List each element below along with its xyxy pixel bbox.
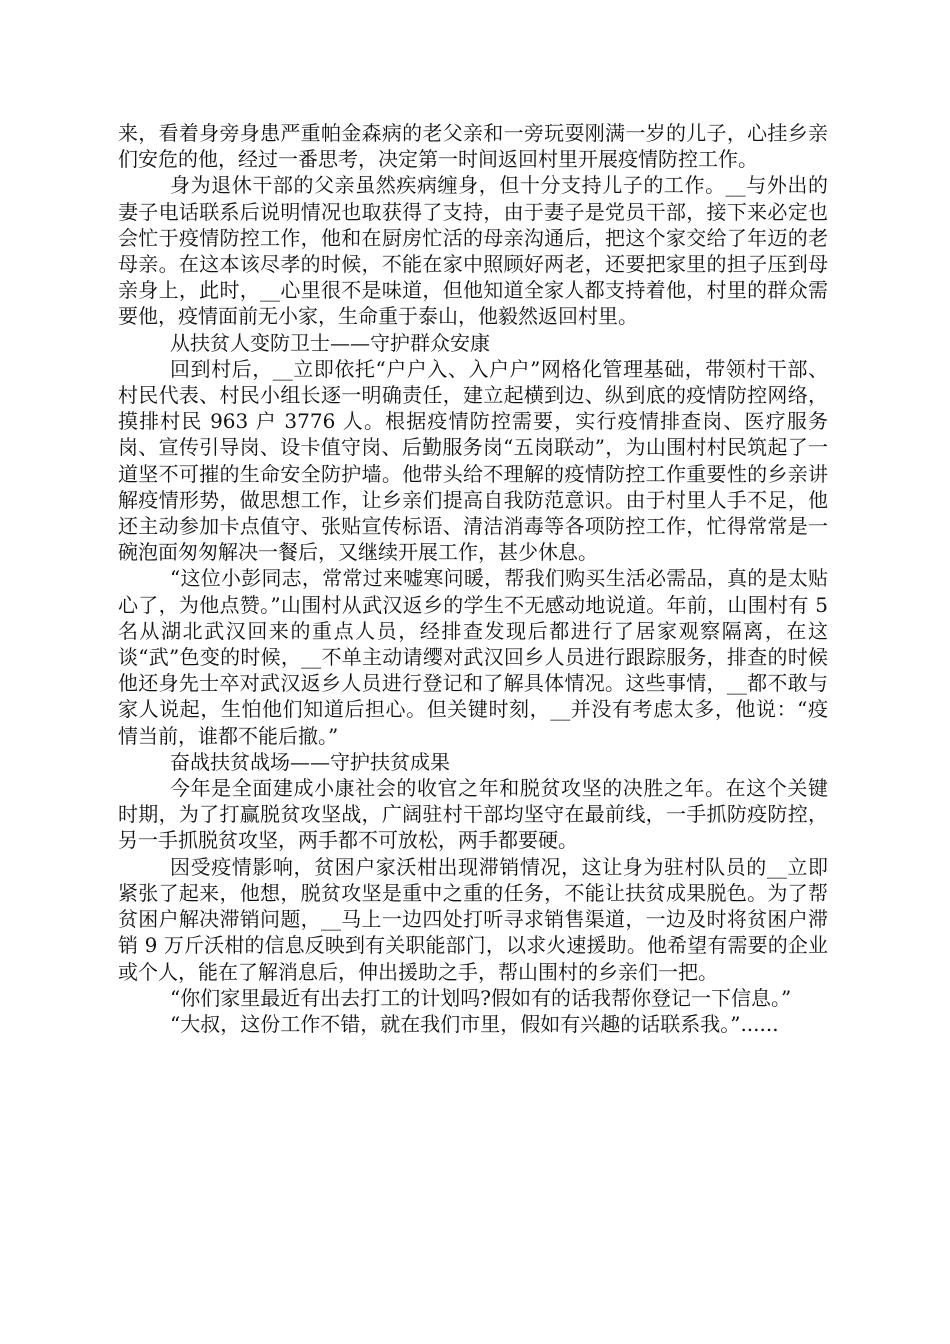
paragraph: “这位小彭同志，常常过来嘘寒问暖，帮我们购买生活必需品，真的是太贴心了，为他点赞。”山围村从武汉返乡的学生不无感动地说道。年前，山围村有 5 名从湖北武汉回来的重点人员，经排查发现后都进行了居家观察隔离，在这谈“武”色变的时候，__不单主动请缨对武汉回乡人员进行跟踪服务，排查的时候他还身先士卒对武汉返乡人员进行登记和了解具体情况。这些事情，__都不敢与家人说起，生怕他们知道后担心。但关键时刻，__并没有考虑太多，他说：“疫情当前，谁都不能后撤。” xyxy=(118,566,828,748)
section-heading: 奋战扶贫战场——守护扶贫成果 xyxy=(170,749,450,774)
section-heading: 从扶贫人变防卫士——守护群众安康 xyxy=(170,330,490,355)
paragraph: 今年是全面建成小康社会的收官之年和脱贫攻坚的决胜之年。在这个关键时期，为了打赢脱贫攻坚战，广阔驻村干部均坚守在最前线，一手抓防疫防控，另一手抓脱贫攻坚，两手都不可放松，两手都要硬。 xyxy=(118,776,828,853)
paragraph-quote: “你们家里最近有出去打工的计划吗?假如有的话我帮你登记一下信息。” xyxy=(170,985,792,1010)
paragraph: 身为退休干部的父亲虽然疾病缠身，但十分支持儿子的工作。__与外出的妻子电话联系后说明情况也取获得了支持，由于妻子是党员干部，接下来必定也会忙于疫情防控工作，他和在厨房忙活的母亲沟通后，把这个家交给了年迈的老母亲。在这本该尽孝的时候，不能在家中照顾好两老，还要把家里的担子压到母亲身上，此时，__心里很不是味道，但他知道全家人都支持着他，村里的群众需要他，疫情面前无小家，生命重于泰山，他毅然返回村里。 xyxy=(118,173,828,329)
document-body xyxy=(118,120,828,1037)
paragraph-quote: “大叔，这份工作不错，就在我们市里，假如有兴趣的话联系我。”...... xyxy=(170,1011,779,1036)
paragraph: 因受疫情影响，贫困户家沃柑出现滞销情况，这让身为驻村队员的__立即紧张了起来，他想，脱贫攻坚是重中之重的任务，不能让扶贫成果脱色。为了帮贫困户解决滞销问题，__马上一边四处打听寻求销售渠道，一边及时将贫困户滞销 9 万斤沃柑的信息反映到有关职能部门，以求火速援助。他希望有需要的企业或个人，能在了解消息后，伸出援助之手，帮山围村的乡亲们一把。 xyxy=(118,854,828,984)
paragraph-continued: 来，看着身旁身患严重帕金森病的老父亲和一旁玩耍刚满一岁的儿子，心挂乡亲们安危的他，经过一番思考，决定第一时间返回村里开展疫情防控工作。 xyxy=(118,121,828,172)
paragraph: 回到村后，__立即依托“户户入、入户户”网格化管理基础，带领村干部、村民代表、村民小组长逐一明确责任，建立起横到边、纵到底的疫情防控网络，摸排村民 963 户 3776 人。根据疫情防控需要，实行疫情排查岗、医疗服务岗、宣传引导岗、设卡值守岗、后勤服务岗“五岗联动”，为山围村村民筑起了一道坚不可摧的生命安全防护墙。他带头给不理解的疫情防控工作重要性的乡亲讲解疫情形势，做思想工作，让乡亲们提高自我防范意识。由于村里人手不足，他还主动参加卡点值守、张贴宣传标语、清洁消毒等各项防控工作，忙得常常是一碗泡面匆匆解决一餐后，又继续开展工作，甚少休息。 xyxy=(118,356,828,565)
